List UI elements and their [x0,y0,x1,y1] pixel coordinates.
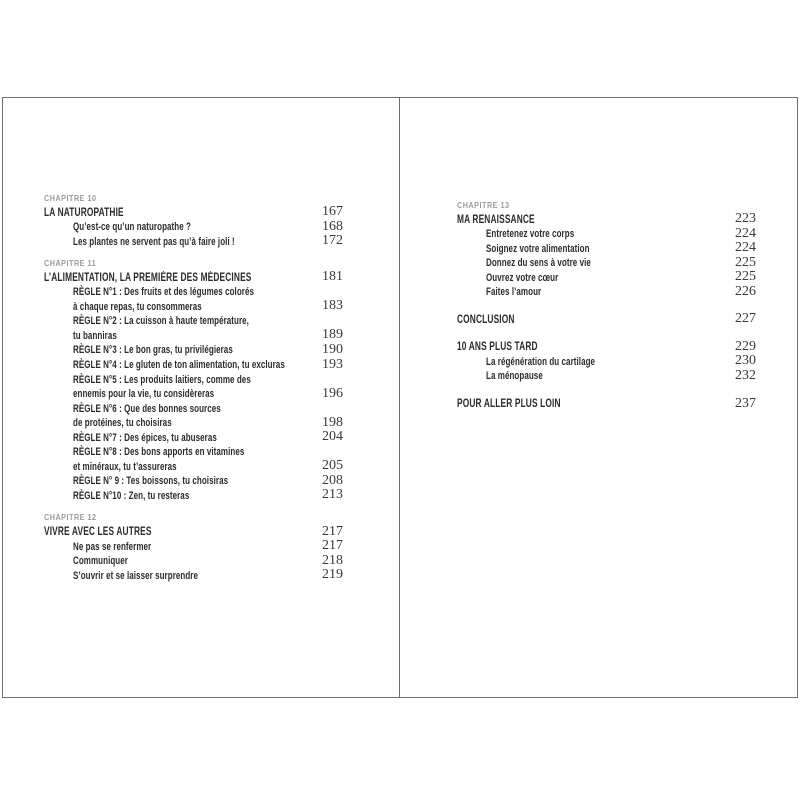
entry-text: Les plantes ne servent pas qu’à faire joli ! [73,235,235,248]
entry-text: Communiquer [73,555,128,568]
page-spread [2,97,798,698]
entry-text: RÈGLE N°7 : Des épices, tu abuseras [73,431,217,444]
toc-entry-row [457,285,756,300]
entry-text: Ouvrez votre cœur [486,271,559,284]
entry-text: Entretenez votre corps [486,228,575,241]
entry-text: Qu’est-ce qu’un naturopathe ? [73,221,192,234]
page-number: 213 [322,487,343,503]
page-number: 224 [735,240,756,256]
toc-entry-row [44,285,343,300]
page-number: 167 [322,204,343,220]
page-number: 193 [322,356,343,372]
entry-text: RÈGLE N°10 : Zen, tu resteras [73,489,190,502]
page-number: 223 [735,211,756,227]
toc-entry-row [457,369,756,384]
page-number: 225 [735,254,756,270]
entry-title: 10 ANS PLUS TARD [457,340,538,354]
page-number: 218 [322,552,343,568]
entry-text: à chaque repas, tu consommeras [73,300,202,313]
toc-entry-row [44,431,343,446]
toc-entry-row [44,220,343,235]
entry-text: Soignez votre alimentation [486,242,590,255]
right-page [400,98,797,697]
toc-entry-row [44,387,343,402]
entry-text: RÈGLE N°4 : Le gluten de ton alimentation, tu excluras [73,359,285,372]
left-page [3,98,400,697]
entry-text: RÈGLE N°5 : Les produits laitiers, comme des [73,373,251,386]
chapter-label: CHAPITRE 10 [44,193,97,203]
entry-title: VIVRE AVEC LES AUTRES [44,525,152,539]
entry-text: Donnez du sens à votre vie [486,257,591,270]
chapter-label: CHAPITRE 13 [457,200,510,210]
page-number: 198 [322,414,343,430]
entry-text: RÈGLE N°6 : Que des bonnes sources [73,402,221,415]
page-number: 237 [735,395,756,411]
toc-entry-row [44,460,343,475]
page-number: 183 [322,298,343,314]
entry-title: LA NATUROPATHIE [44,205,124,219]
section-gap [457,384,756,397]
entry-title: POUR ALLER PLUS LOIN [457,397,561,411]
page-number: 226 [735,283,756,299]
toc-entry-row [457,313,756,328]
page-number: 217 [322,538,343,554]
toc-entry-row [457,340,756,355]
page-number: 227 [735,311,756,327]
toc-entry-row [44,358,343,373]
entry-text: S’ouvrir et se laisser surprendre [73,569,199,582]
toc-entry-row [44,402,343,417]
page-number: 219 [322,567,343,583]
toc-entry-row [44,235,343,250]
section-gap [457,300,756,313]
page-number: 189 [322,327,343,343]
page-number: 205 [322,458,343,474]
entry-text: de protéines, tu choisiras [73,417,172,430]
entry-title: CONCLUSION [457,312,515,326]
chapter-label-row [44,256,343,271]
section-gap [44,503,343,510]
entry-text: Ne pas se renfermer [73,540,152,553]
toc-entry-row [457,256,756,271]
section-gap [44,249,343,256]
chapter-label-row [44,510,343,525]
section-gap [457,327,756,340]
toc-entry-row [457,355,756,370]
toc-entry-row [44,445,343,460]
toc-entry-row [44,206,343,221]
toc-entry-row [44,554,343,569]
page-number: 168 [322,218,343,234]
toc-entry-row [44,569,343,584]
page-number: 190 [322,341,343,357]
toc-entry-row [44,329,343,344]
toc-entry-row [44,525,343,540]
toc-entry-row [44,343,343,358]
page-number: 230 [735,353,756,369]
entry-text: RÈGLE N°8 : Des bons apports en vitamines [73,446,245,459]
page-number: 181 [322,269,343,285]
entry-text: tu banniras [73,329,117,342]
entry-text: RÈGLE N°2 : La cuisson à haute température, [73,315,249,328]
page-number: 208 [322,472,343,488]
toc-entry-row [457,213,756,228]
page-number: 225 [735,269,756,285]
chapter-label-row [457,198,756,213]
toc-entry-row [457,242,756,257]
entry-text: RÈGLE N°3 : Le bon gras, tu privilégieras [73,344,233,357]
toc-entry-row [44,300,343,315]
entry-text: La ménopause [486,370,543,383]
entry-text: RÈGLE N°1 : Des fruits et des légumes colorés [73,286,255,299]
entry-text: et minéraux, tu t’assureras [73,460,177,473]
entry-title: MA RENAISSANCE [457,212,535,226]
toc-entry-row [457,227,756,242]
toc-entry-row [44,416,343,431]
entry-text: ennemis pour la vie, tu considèreras [73,388,215,401]
toc-entry-row [457,397,756,412]
toc-entry-row [44,474,343,489]
page-number: 232 [735,367,756,383]
page-number: 217 [322,523,343,539]
toc-entry-row [44,540,343,555]
page-number: 172 [322,233,343,249]
entry-text: Faites l’amour [486,286,542,299]
toc-entry-row [44,271,343,286]
page-number: 229 [735,338,756,354]
chapter-label-row [44,191,343,206]
chapter-label: CHAPITRE 12 [44,512,97,523]
page-number: 204 [322,429,343,445]
page-number: 196 [322,385,343,401]
toc-entry-row [457,271,756,286]
page-number: 224 [735,225,756,241]
entry-text: RÈGLE N° 9 : Tes boissons, tu choisiras [73,475,229,488]
entry-text: La régénération du cartilage [486,355,596,368]
chapter-label: CHAPITRE 11 [44,258,97,269]
entry-title: L’ALIMENTATION, LA PREMIÈRE DES MÉDECINES [44,270,252,284]
toc-entry-row [44,314,343,329]
toc-entry-row [44,489,343,504]
toc-entry-row [44,373,343,388]
